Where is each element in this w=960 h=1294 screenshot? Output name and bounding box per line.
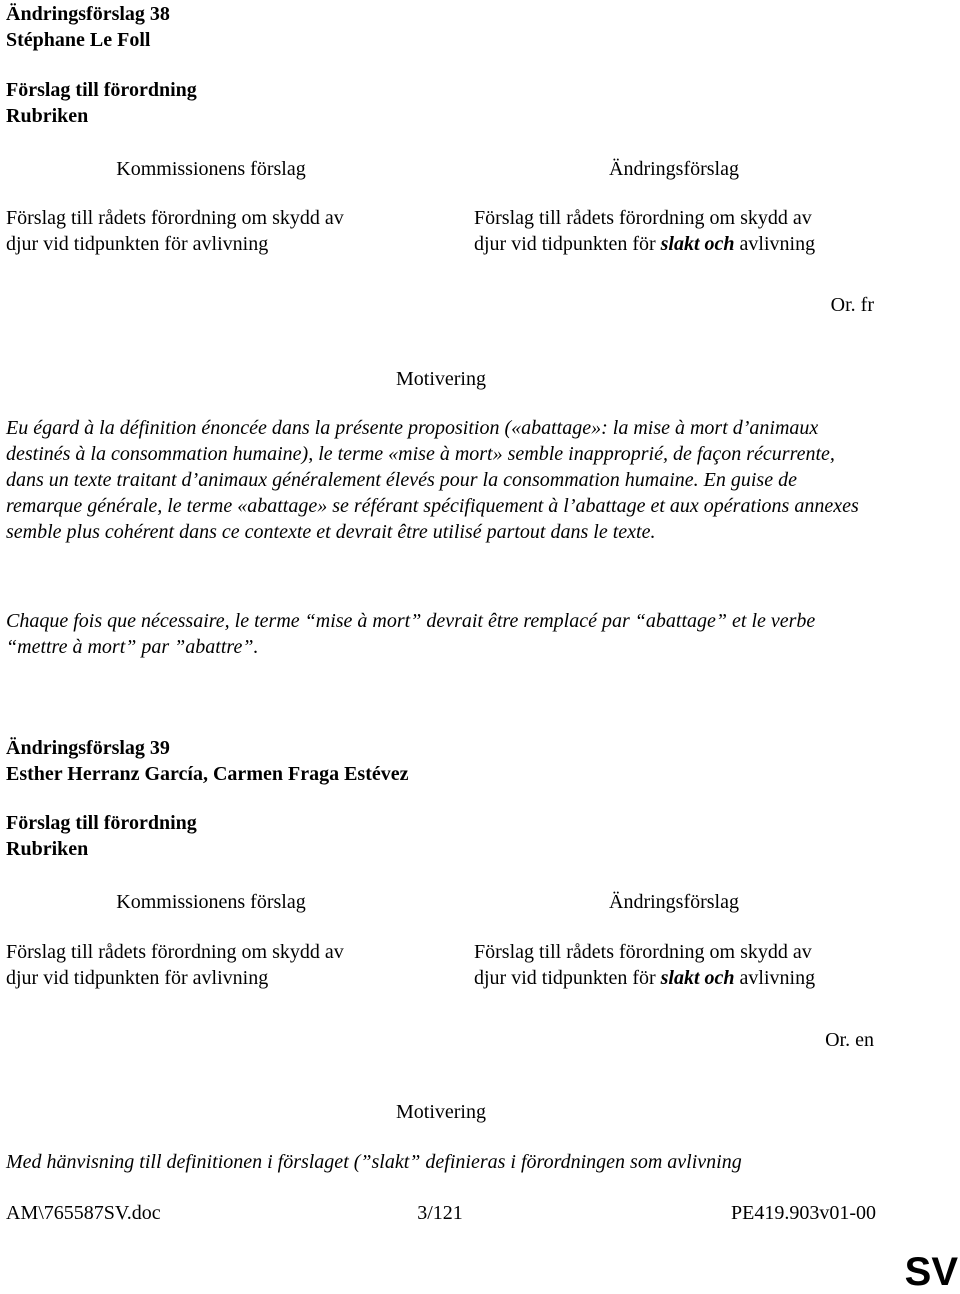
- justification-paragraph: [6, 415, 876, 545]
- justification-paragraph: Chaque fois que nécessaire, le terme “mise à mort” devrait être remplacé par “abattage” et le verbe “mettre à mort” par ”abattre”.: [6, 610, 816, 658]
- amendment-authors: Esther Herranz García, Carmen Fraga Estévez: [6, 763, 409, 785]
- amendment-text-line: [474, 965, 815, 991]
- col-heading-commission: Kommissionens förslag: [116, 158, 306, 180]
- amendment-number: Ändringsförslag 38: [6, 3, 170, 25]
- commission-text-line: djur vid tidpunkten för avlivning: [6, 967, 269, 989]
- commission-text-line: djur vid tidpunkten för avlivning: [6, 233, 269, 255]
- origin-language: Or. en: [825, 1029, 874, 1051]
- amendment-text-line: [474, 231, 815, 257]
- col-heading-amendment: Ändringsförslag: [609, 158, 739, 180]
- text-segment: djur vid tidpunkten för: [474, 967, 661, 989]
- text-segment: avlivning: [734, 967, 816, 989]
- commission-text-line: Förslag till rådets förordning om skydd av: [6, 207, 344, 229]
- amendment-text-line: Förslag till rådets förordning om skydd av: [474, 941, 812, 963]
- section-label: Rubriken: [6, 838, 89, 860]
- footer-pe-ref: PE419.903v01-00: [731, 1202, 876, 1224]
- justification-paragraph: Med hänvisning till definitionen i förslaget (”slakt” definieras i förordningen som avlivning: [6, 1151, 742, 1173]
- section-label: Rubriken: [6, 105, 89, 127]
- amendment-author: Stéphane Le Foll: [6, 29, 151, 51]
- amendment-text-line: Förslag till rådets förordning om skydd av: [474, 207, 812, 229]
- justification-heading: Motivering: [396, 368, 486, 390]
- commission-text-line: Förslag till rådets förordning om skydd av: [6, 941, 344, 963]
- footer-doc-ref: AM\765587SV.doc: [6, 1202, 161, 1224]
- text-segment: djur vid tidpunkten för: [474, 233, 661, 255]
- col-heading-amendment: Ändringsförslag: [609, 891, 739, 913]
- footer-page-number: 3/121: [417, 1202, 463, 1224]
- text-segment: En guise de remarque générale, le terme «abattage» se référant spécifiquement à l’abattage et aux opérations annexes semble plus cohérent dans ce contexte et devrait être utilisé partout dans le texte.: [6, 469, 859, 543]
- proposal-label: Förslag till förordning: [6, 79, 197, 101]
- col-heading-commission: Kommissionens förslag: [116, 891, 306, 913]
- changed-text: slakt och: [660, 967, 735, 989]
- language-code: SV: [904, 1250, 958, 1294]
- text-segment: Eu égard à la définition énoncée dans la présente proposition («abattage»: la mise à mort d’animaux destinés à la consommation humaine), le terme «mise à mort» semble inapproprié, de façon récurrente, dans un texte traitant d’animaux généralement élevés pour la consommation humaine.: [6, 417, 835, 491]
- changed-text: slakt och: [660, 233, 735, 255]
- proposal-label: Förslag till förordning: [6, 812, 197, 834]
- origin-language: Or. fr: [830, 294, 874, 316]
- amendment-number: Ändringsförslag 39: [6, 737, 170, 759]
- text-segment: avlivning: [734, 233, 816, 255]
- justification-heading: Motivering: [396, 1101, 486, 1123]
